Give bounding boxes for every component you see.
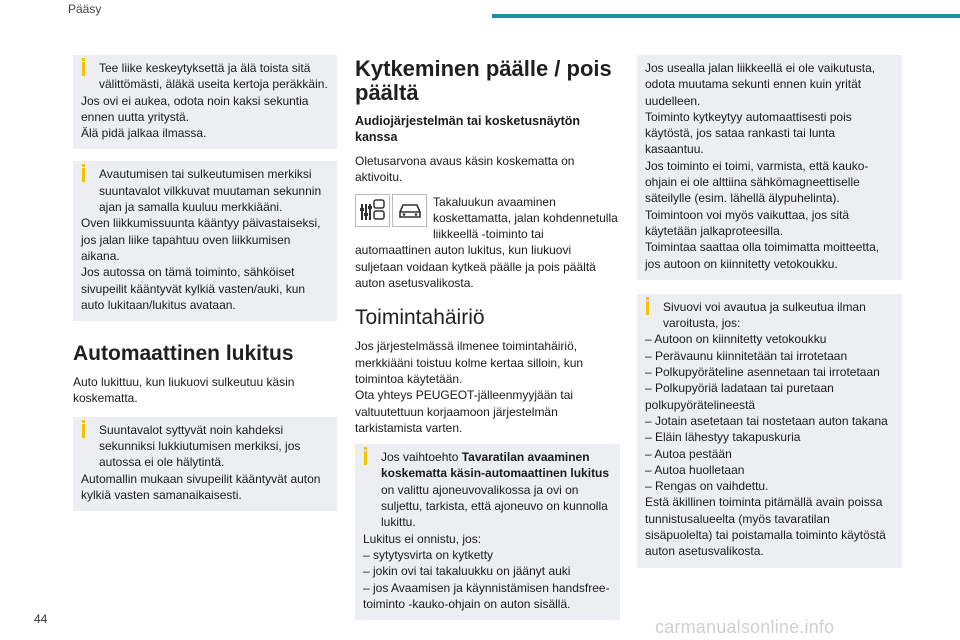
note-first-line: Sivuovi voi avautua ja sulkeutua ilman varoitusta, jos: [645,299,894,332]
page-header-title: Pääsy [68,2,102,16]
note-line: – jokin ovi tai takaluukku on jäänyt auki [363,564,571,579]
icon-description: Takaluukun avaaminen koskettamatta, jalan kohdennetulla liikkeellä -toiminto tai automaattinen auton lukitus, kun liukuovi suljetaan voidaan kytkeä päälle ja pois päältä auton asetusvalikosta. [355,194,618,291]
note-line: Oven liikkumissuunta kääntyy päivastaiseksi, jos jalan liike tapahtuu oven liikkumisen aikana. [81,216,321,263]
note-text-post: on valittu ajoneuvovalikossa ja ovi on suljettu, tarkista, että ajoneuvo on kunnolla lukittu. [381,482,608,530]
note-line: – Eläin lähestyy takapuskuria [645,430,801,445]
note-text-bold: Tavaratilan avaaminen koskematta käsin-automaattinen lukitus [381,450,610,481]
watermark-text: carmanualsonline.info [655,617,835,637]
note-line: Jos toiminto ei toimi, varmista, että kauko-ohjain ei ole alttiina sähkömagneettiselle säteilylle (esim. lähellä älypuhelinta). [645,158,869,206]
note-line: – Autoon on kiinnitetty vetokoukku [645,332,827,347]
paragraph: Oletusarvona avaus käsin koskematta on aktivoitu. [355,154,575,185]
note-line: – jos Avaamisen ja käynnistämisen handsfree-toiminto -kauko-ohjain on auton sisällä. [363,580,610,611]
info-note-1 [73,55,337,149]
section-title-automatic-lock: Automaattinen lukitus [73,342,294,366]
info-note-sliding-door [637,294,902,568]
info-note-2 [73,161,337,321]
column-2 [355,55,620,632]
note-line: – sytytysvirta on kytketty [363,547,494,562]
note-line: – Rengas on vaihdettu. [645,479,769,494]
note-line: – Perävaunu kiinnitetään tai irrotetaan [645,348,848,363]
icon-paragraph [355,194,620,292]
column-1 [73,55,337,523]
section-title-malfunction: Toimintahäiriö [355,306,485,330]
note-line: Toimintoon voi myös vaikuttaa, jos sitä käytetään jalkaproteesilla. [645,207,850,238]
note-line: Jos ovi ei aukea, odota noin kaksi sekuntia ennen uutta yritystä. [81,93,309,124]
note-line: Jos usealla jalan liikkeellä ei ole vaikutusta, odota muutama sekunti ennen kuin yrität uudelleen. [645,61,876,108]
note-line: – Jotain asetetaan tai nostetaan auton takana [645,413,888,428]
note-first-line: Tee liike keskeytyksettä ja älä toista sitä välittömästi, äläkä useita kertoja peräkkäin. [81,60,329,93]
subsection-title: Audiojärjestelmän tai kosketusnäytön kanssa [355,114,581,144]
note-first-line: Avautumisen tai sulkeutumisen merkiksi suuntavalot vilkkuvat muutaman sekunnin ajan ja samalla kuuluu merkkiääni. [81,166,329,215]
note-line: – Autoa huolletaan [645,462,745,477]
note-first-line [363,449,612,530]
info-note-kick [637,55,902,280]
note-line: Älä pidä jalkaa ilmassa. [81,126,207,141]
note-line: Toiminto kytkeytyy automaattisesti pois käytöstä, jos sataa rankasti tai lunta kasaantuu. [645,109,852,157]
info-note-3 [73,417,337,511]
note-line: Automallin mukaan sivupeilit kääntyvät auton kylkiä vasten samanaikaisesti. [81,471,321,502]
note-first-line: Suuntavalot syttyvät noin kahdeksi sekunniksi lukkiutumisen merkiksi, jos autossa ei ole hälytintä. [81,422,329,471]
column-3 [637,55,902,580]
note-text-pre: Jos vaihtoehto [381,450,462,465]
car-settings-icon [392,194,427,227]
info-note-tailgate [355,444,620,620]
note-line: – Polkupyöriä ladataan tai puretaan polkupyörätelineestä [645,381,834,412]
paragraph: Jos järjestelmässä ilmenee toimintahäiriö, merkkiääni toistuu kolme kertaa silloin, kun toimintoa käytetään. [355,339,584,386]
header-accent-bar [492,14,960,18]
note-line: Jos autossa on tämä toiminto, sähköiset sivupeilit kääntyvät kylkiä vasten/auki, kun auto lukitaan/lukitus avataan. [81,265,306,312]
note-line: – Polkupyöräteline asennetaan tai irrotetaan [645,365,880,380]
note-line: Estä äkillinen toiminta pitämällä avain poissa tunnistusalueelta (myös tavaratilan sisäpuolelta) tai poistamalla toiminto käytöstä auton asetusvalikosta. [645,495,886,559]
settings-menu-icon [355,194,390,227]
paragraph: Ota yhteys PEUGEOT-jälleenmyyjään tai valtuutettuun korjaamoon järjestelmän tarkistamista varten. [355,388,574,435]
section-title-on-off: Kytkeminen päälle / pois päältä [355,56,612,105]
page-number: 44 [34,612,48,626]
note-line: Lukitus ei onnistu, jos: [363,531,482,546]
note-line: – Autoa pestään [645,446,732,461]
note-line: Toimintaa saattaa olla toimimatta moitteetta, jos autoon on kiinnitetty vetokoukku. [645,240,880,271]
paragraph: Auto lukittuu, kun liukuovi sulkeutuu käsin koskematta. [73,375,295,406]
